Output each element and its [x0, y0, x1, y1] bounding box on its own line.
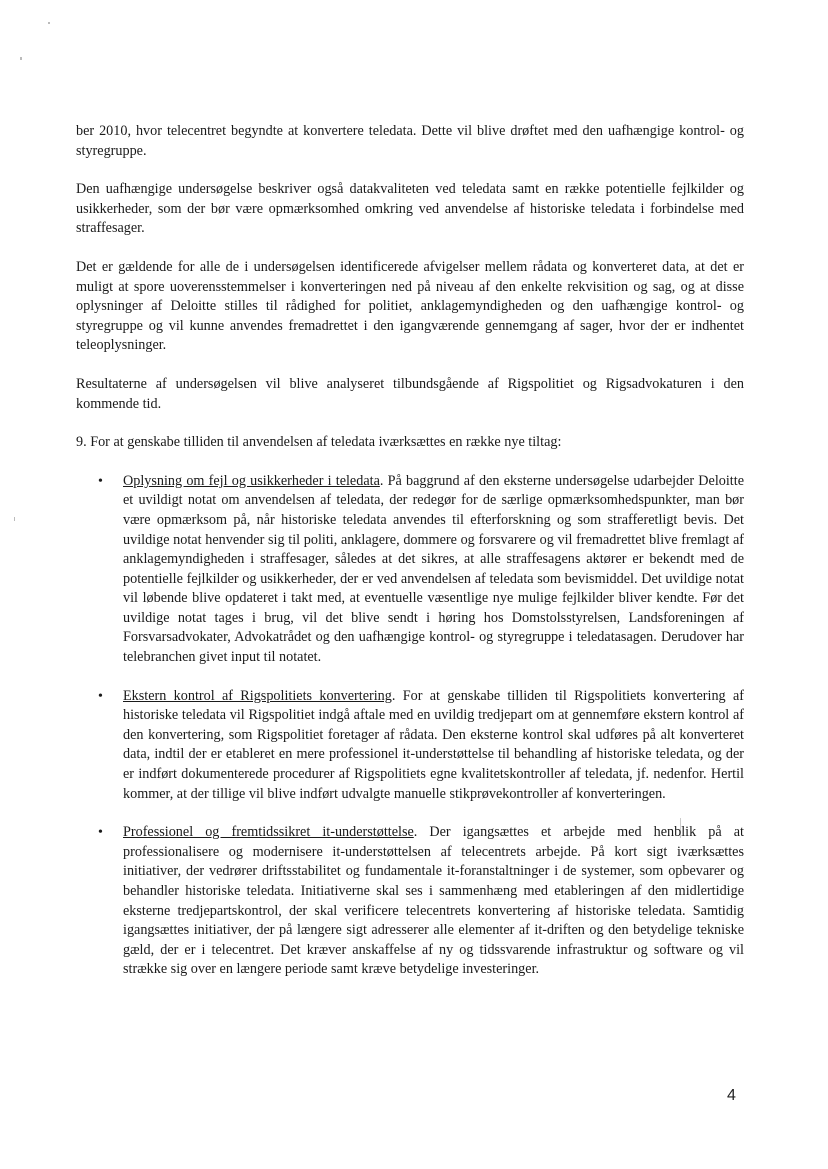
bullet-icon: • [98, 688, 103, 704]
list-item [76, 823, 744, 980]
list-item-lead: Ekstern kontrol af Rigspolitiets konvertering [123, 687, 392, 704]
list-item [76, 472, 744, 668]
page-number: 4 [727, 1087, 736, 1104]
list-item [76, 687, 744, 805]
paragraph-data-quality: Den uafhængige undersøgelse beskriver også datakvaliteten ved teledata samt en række potentielle fejlkilder og usikkerheder, som der bør være opmærksomhed omkring ved anvendelse af historiske teledata i forbindelse med straffesager. [76, 181, 744, 237]
paragraph-analysis: Resultaterne af undersøgelsen vil blive analyseret tilbundsgående af Rigspolitiet og Rigsadvokaturen i den kommende tid. [76, 375, 744, 412]
scan-speck [48, 22, 50, 24]
bullet-icon: • [98, 473, 103, 489]
list-item-lead: Professionel og fremtidssikret it-understøttelse [123, 824, 414, 841]
list-item-body: . På baggrund af den eksterne undersøgelse udarbejder Deloitte et uvildigt notat om anvendelsen af teledata, der redegør for de særlige opmærksomhedspunkter, man bør være opmærksom på, når historiske teledata anvendes til efterforskning og som strafferetligt bevis. Det uvildige notat henvender sig til politi, anklagere, dommere og forsvarere og vil fremadrettet blive fremlagt af anklagemyndigheden i straffesager, således at det sikres, at alle straffesagens aktører er bekendt med de potentielle fejlkilder og usikkerheder, der er ved anvendelsen af teledata som bevismiddel. Det uvildige notat vil løbende blive opdateret i takt med, at eventuelle væsentlige nye mulige fejlkilder bliver kendte. Før det uvildige notat tages i brug, vil det blive sendt i høring hos Domstolsstyrelsen, Landsforeningen af Forsvarsadvokater, Advokatrådet og den uafhængige kontrol- og styregruppe i teledatasagen. Derudover har telebranchen givet input til notatet. [123, 472, 744, 666]
initiatives-list [76, 472, 744, 980]
scan-speck [20, 57, 22, 60]
paragraph-conversion-start: ber 2010, hvor telecentret begyndte at konvertere teledata. Dette vil blive drøftet med den uafhængige kontrol- og styregruppe. [76, 123, 744, 159]
paragraph-deviations: Det er gældende for alle de i undersøgelsen identificerede afvigelser mellem rådata og konverteret data, at det er muligt at spore uoverensstemmelser i konverteringen ned på niveau af den enkelte rekvisition og sag, og at disse oplysninger af Deloitte stilles til rådighed for politiet, anklagemyndigheden og den uafhængige kontrol- og styregruppe og vil kunne anvendes fremadrettet i den igangværende gennemgang af sager, hvor der er indhentet teleoplysninger. [76, 258, 744, 354]
list-item-body: . For at genskabe tilliden til Rigspolitiets konvertering af historiske teledata vil Rigspolitiet indgå aftale med en uvildig tredjepart om at gennemføre ekstern kontrol af den konvertering, som Rigspolitiet foretager af rådata. Den eksterne kontrol skal udføres på alt konverteret data, indtil der er etableret en mere professionel it-understøttelse til behandling af historiske teledata, og der er indført dokumenterede procedurer af Rigspolitiets egne kvalitetskontroller af teledata, jf. nedenfor. Hertil kommer, at der tillige vil blive indført udvalgte manuelle stikprøvekontroller af konverteringen. [123, 687, 744, 802]
list-item-lead: Oplysning om fejl og usikkerheder i teledata [123, 472, 380, 489]
list-item-body: . Der igangsættes et arbejde med henblik på at professionalisere og modernisere it-understøttelsen af telecentrets arbejde. På kort sigt iværksættes initiativer, der vedrører driftsstabilitet og fundamentale it-foranstaltninger i de systemer, som opbevarer og behandler historiske teledata. Initiativerne skal ses i sammenhæng med etableringen af den midlertidige eksterne tredjepartskontrol, der skal verificere telecentrets konvertering af historiske teledata. Samtidig igangsættes initiativer, der på længere sigt adresserer alle elementer af it-driften og den betydelige tekniske gæld, der er i telecentret. Det kræver anskaffelse af ny og tidssvarende infrastruktur og software og vil strække sig over en længere periode samt kræve betydelige investeringer. [123, 824, 744, 978]
scan-speck [14, 517, 15, 521]
list-intro: 9. For at genskabe tilliden til anvendelsen af teledata iværksættes en række nye tiltag: [76, 434, 562, 451]
bullet-icon: • [98, 825, 103, 841]
document-body [76, 122, 744, 999]
